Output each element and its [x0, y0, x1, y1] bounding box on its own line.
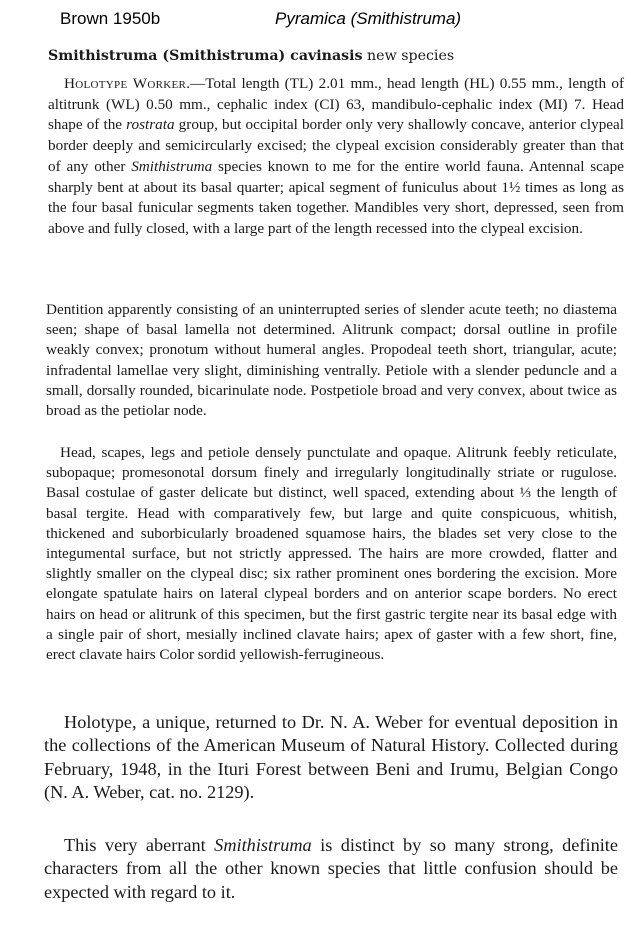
holotype-label: Holotype Worker — [64, 75, 187, 92]
species-note: new species — [362, 48, 455, 64]
holotype-deposition-paragraph: Holotype, a unique, returned to Dr. N. A. Weber for eventual deposition in the collections of the American Museum of Natural History. Collected during February, 1948, in the Ituri Forest between Beni and Irumu, Belgian Congo (N. A. Weber, cat. no. 2129). — [44, 712, 618, 802]
italic-term: Smithistruma — [214, 835, 312, 855]
holotype-description-paragraph — [48, 74, 624, 240]
text-run: .—Total length (TL) 2.01 mm., head length (HL) 0.55 mm., length of altitrunk (WL) 0.50 mm., cephalic index (CI) 63, mandibulo-cephalic index (MI) 7. Head shape of the — [48, 75, 625, 134]
remarks-paragraph — [44, 834, 618, 904]
text-run: group, but occipital border only very shallowly concave, anterior clypeal border deeply and semicircularly excised; the clypeal excision considerably greater than that of any other — [48, 116, 624, 175]
species-name: Smithistruma (Smithistruma) cavinasis — [48, 48, 363, 64]
dentition-paragraph: Dentition apparently consisting of an uninterrupted series of slender acute teeth; no diastema seen; shape of basal lamella not determined. Alitrunk compact; dorsal outline in profile weakly convex; pronotum without humeral angles. Propodeal teeth short, triangular, acute; infradental lamellae very slight, diminishing ventrally. Petiole with a slender peduncle and a small, dorsally rounded, bicarinulate node. Postpetiole broad and very convex, about twice as broad as the petiolar node. — [46, 301, 617, 420]
text-run: is distinct by so many strong, definite characters from all the other known species that little confusion should be expected with regard to it. — [44, 835, 618, 902]
italic-term: rostrata — [126, 116, 175, 134]
text-run: species known to me for the entire world fauna. Antennal scape sharply bent at about its basal quarter; apical segment of funiculus about 1½ times as long as the four basal funicular segments taken together. Mandibles very short, depressed, seen from above and fully closed, with a large part of the length recessed into the clypeal excision. — [48, 157, 624, 237]
header-taxon: Pyramica (Smithistruma) — [275, 9, 462, 28]
species-heading — [48, 48, 623, 64]
italic-term: Smithistruma — [131, 157, 213, 175]
sculpture-paragraph: Head, scapes, legs and petiole densely punctulate and opaque. Alitrunk feebly reticulate, subopaque; promesonotal dorsum finely and irregularly longitudinally striate or rugulose. Basal costulae of gaster delicate but distinct, well spaced, extending about ⅓ the length of basal tergite. Head with comparatively few, but large and quite conspicuous, whitish, thickened and suborbicularly broadened squamose hairs, the blades set very close to the integumental surface, but not strictly appressed. The hairs are more crowded, flatter and slightly smaller on the clypeal disc; six rather prominent ones bordering the excision. More elongate spatulate hairs on lateral clypeal borders and on anterior scape borders. No erect hairs on head or alitrunk of this specimen, but the first gastric tergite near its basal edge with a single pair of short, mesially inclined clavate hairs; apex of gaster with a few short, fine, erect clavate hairs Color sordid yellowish-ferrugineous. — [46, 444, 617, 664]
text-run: This very aberrant — [64, 835, 215, 855]
header-citation: Brown 1950b — [60, 9, 161, 28]
